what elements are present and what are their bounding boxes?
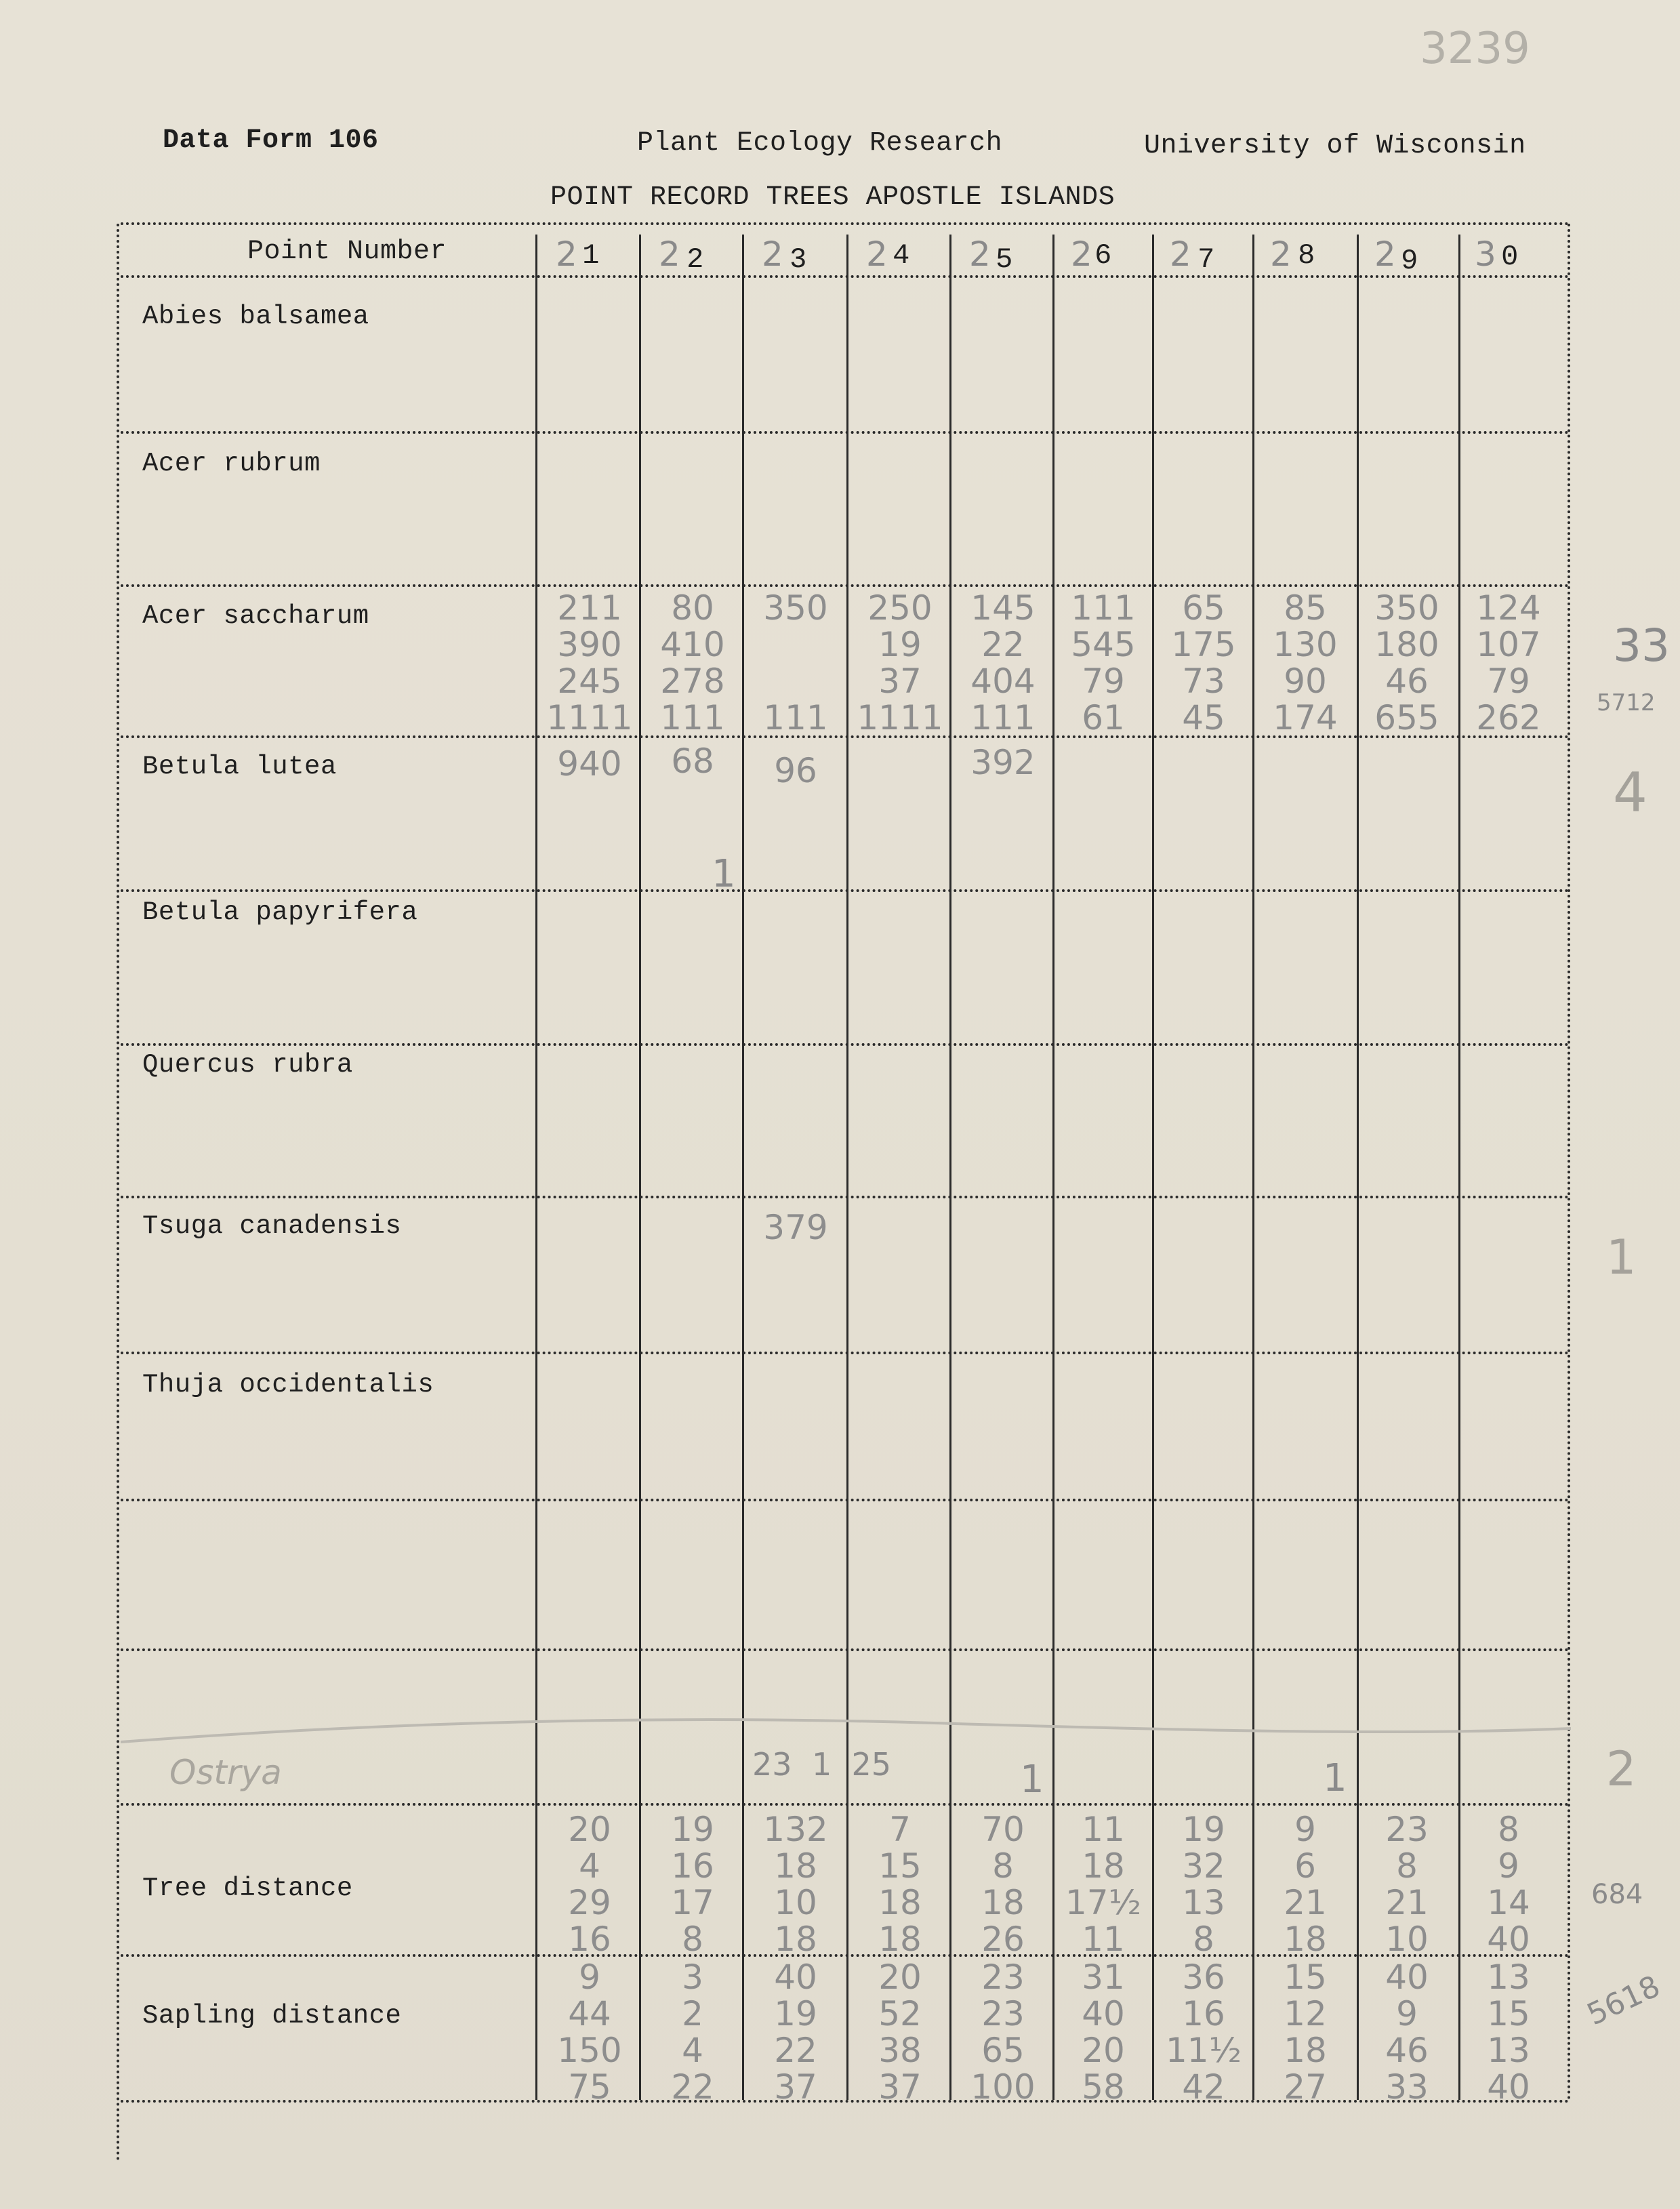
sapling-distance-cell-3: 40 19 22 37 (774, 1958, 817, 2107)
tree-distance-cell-4: 7 15 18 18 (878, 1810, 922, 1959)
margin-total-ostrya: 2 (1606, 1741, 1637, 1797)
column-header-5: 5 (996, 243, 1013, 276)
table-header-border (121, 275, 1570, 278)
org-label: Plant Ecology Research (637, 128, 1003, 159)
point-number-header: Point Number (247, 237, 447, 267)
col-prefix-mark: 2 (556, 235, 577, 274)
tree-distance-cell-7: 19 32 13 8 (1182, 1810, 1225, 1959)
sapling-distance-cell-8: 15 12 18 27 (1284, 1958, 1327, 2107)
margin-total-acer-saccharum-sub: 5712 (1597, 689, 1656, 716)
row-sep-1 (121, 431, 1570, 434)
ostrya-cell-4: 1 25 (812, 1746, 892, 1783)
sapling-distance-label: Sapling distance (142, 2001, 402, 2031)
acer-saccharum-cell-4: 250 19 37 1111 (857, 588, 943, 737)
margin-total-sapling-distance: 5618 (1582, 1968, 1666, 2033)
col-sep-6 (1052, 235, 1054, 2100)
tree-distance-cell-5: 70 8 18 26 (981, 1810, 1025, 1959)
species-label: Abies balsamea (142, 302, 369, 331)
sapling-distance-cell-6: 31 40 20 58 (1082, 1958, 1125, 2107)
sapling-distance-cell-10: 13 15 13 40 (1487, 1958, 1530, 2107)
row-sep-5 (121, 1043, 1570, 1046)
column-header-1: 1 (582, 239, 600, 272)
col-prefix-mark: 2 (659, 235, 680, 274)
species-label: Betula papyrifera (142, 897, 418, 927)
table-left-border (117, 224, 119, 2162)
species-label: Acer rubrum (142, 449, 321, 479)
acer-saccharum-cell-10: 124 107 79 262 (1476, 588, 1541, 737)
col-prefix-mark: 2 (969, 235, 991, 274)
col-prefix-mark: 3 (1475, 235, 1496, 274)
acer-saccharum-cell-5: 145 22 404 111 (970, 588, 1036, 737)
ostrya-cell-3: 23 (752, 1746, 792, 1783)
tree-distance-cell-2: 19 16 17 8 (671, 1810, 714, 1959)
column-header-10: 0 (1501, 241, 1519, 273)
tree-distance-cell-10: 8 9 14 40 (1487, 1810, 1530, 1959)
col-prefix-mark: 2 (762, 235, 783, 274)
column-header-4: 4 (893, 239, 910, 272)
species-label: Quercus rubra (142, 1050, 353, 1080)
margin-total-acer-saccharum: 33 (1613, 620, 1670, 672)
tree-distance-label: Tree distance (142, 1873, 353, 1903)
tree-distance-cell-9: 23 8 21 10 (1385, 1810, 1429, 1959)
column-header-3: 3 (790, 243, 807, 276)
table-right-border (1568, 224, 1570, 2101)
sapling-distance-cell-4: 20 52 38 37 (878, 1958, 922, 2107)
col-prefix-mark: 2 (1170, 235, 1191, 274)
sapling-distance-cell-1: 9 44 150 75 (557, 1958, 622, 2107)
row-sep-6 (121, 1196, 1570, 1198)
sapling-distance-cell-9: 40 9 46 33 (1385, 1958, 1429, 2107)
ostrya-cell-8: 1 (1323, 1756, 1347, 1800)
pencil-divider-line (121, 1708, 1571, 1749)
row-sep-7 (121, 1352, 1570, 1354)
col-sep-10 (1458, 235, 1460, 2100)
col-prefix-mark: 2 (1374, 235, 1396, 274)
column-header-2: 2 (687, 243, 704, 276)
species-label: Thuja occidentalis (142, 1370, 434, 1400)
betula-lutea-cell-5: 392 (970, 743, 1036, 782)
col-prefix-mark: 2 (1071, 235, 1092, 274)
col-sep-8 (1252, 235, 1254, 2100)
row-sep-4 (121, 889, 1570, 892)
row-sep-9 (121, 1648, 1570, 1651)
sapling-distance-cell-7: 36 16 11½ 42 (1165, 1958, 1242, 2107)
col-prefix-mark: 2 (866, 235, 888, 274)
betula-lutea-cell-3: 96 (774, 751, 817, 790)
form-label: Data Form 106 (163, 125, 379, 156)
acer-saccharum-cell-2: 80 410 278 111 (660, 588, 725, 737)
page-number: 3239 (1420, 24, 1530, 74)
sapling-distance-cell-5: 23 23 65 100 (970, 1958, 1036, 2107)
margin-total-tree-distance: 684 (1591, 1879, 1643, 1910)
betula-lutea-cell-2: 68 (671, 742, 714, 781)
ostrya-label: Ostrya (169, 1753, 282, 1792)
university-label: University of Wisconsin (1144, 131, 1526, 161)
column-header-7: 7 (1197, 243, 1215, 276)
col-sep-3 (742, 235, 744, 2100)
tree-distance-cell-3: 132 18 10 18 (763, 1810, 828, 1959)
sapling-distance-cell-2: 3 2 4 22 (671, 1958, 714, 2107)
betula-lutea-cell-1: 940 (557, 744, 622, 784)
betula-lutea-mark: 1 (712, 852, 736, 896)
margin-total-tsuga: 1 (1606, 1230, 1637, 1285)
row-sep-2 (121, 584, 1570, 587)
acer-saccharum-cell-9: 350 180 46 655 (1374, 588, 1439, 737)
acer-saccharum-cell-1: 211 390 245 1111 (546, 588, 633, 737)
column-header-8: 8 (1298, 239, 1315, 272)
col-sep-2 (639, 235, 641, 2100)
tree-distance-cell-8: 9 6 21 18 (1284, 1810, 1327, 1959)
col-sep-5 (949, 235, 951, 2100)
tree-distance-cell-6: 11 18 17½ 11 (1065, 1810, 1142, 1959)
acer-saccharum-cell-8: 85 130 90 174 (1273, 588, 1338, 737)
col-sep-7 (1152, 235, 1154, 2100)
col-sep-4 (846, 235, 848, 2100)
row-sep-10 (121, 1803, 1570, 1806)
form-title: POINT RECORD TREES APOSTLE ISLANDS (550, 182, 1115, 213)
col-prefix-mark: 2 (1270, 235, 1292, 274)
column-header-9: 9 (1401, 245, 1418, 277)
tsuga-cell-3: 379 (763, 1208, 828, 1247)
column-header-6: 6 (1094, 239, 1112, 272)
acer-saccharum-cell-7: 65 175 73 45 (1171, 588, 1236, 737)
margin-total-betula-lutea: 4 (1613, 761, 1647, 824)
species-label: Acer saccharum (142, 601, 369, 631)
tree-distance-cell-1: 20 4 29 16 (568, 1810, 611, 1959)
ostrya-cell-5: 1 (1020, 1758, 1044, 1802)
acer-saccharum-cell-3: 350 111 (763, 588, 828, 737)
col-sep-9 (1357, 235, 1359, 2100)
table-top-border (121, 222, 1570, 225)
species-label: Tsuga canadensis (142, 1211, 402, 1241)
col-sep-1 (535, 235, 537, 2100)
acer-saccharum-cell-6: 111 545 79 61 (1071, 588, 1136, 737)
row-sep-8 (121, 1499, 1570, 1501)
species-label: Betula lutea (142, 752, 337, 782)
